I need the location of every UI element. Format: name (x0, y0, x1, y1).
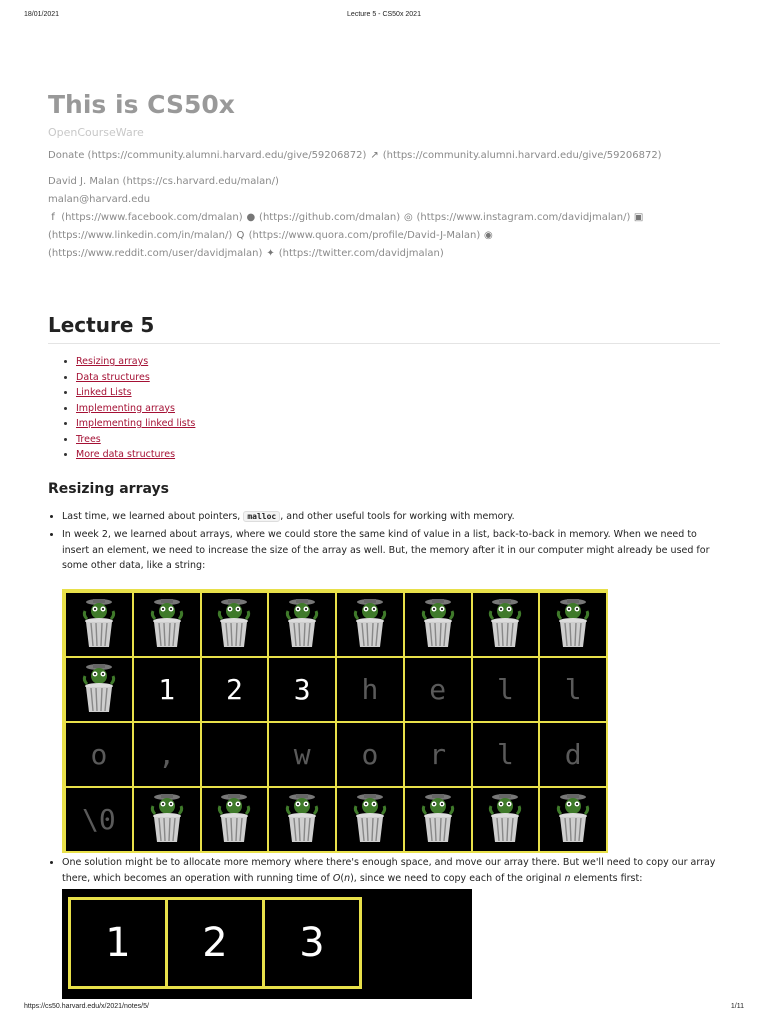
memory-cell-value: o (90, 738, 108, 771)
toc-item (76, 354, 720, 370)
linkedin-icon[interactable]: ▣ (633, 212, 644, 223)
array-copy-cell: 1 (68, 897, 168, 989)
memory-cell-value: e (429, 673, 447, 706)
memory-cell (200, 721, 270, 788)
oscar-trash-can-icon (79, 597, 119, 651)
memory-cell (538, 656, 608, 723)
site-title[interactable]: This is CS50x (48, 90, 235, 119)
github-icon[interactable]: ● (246, 212, 256, 223)
main-content (48, 88, 720, 577)
memory-cell (132, 656, 202, 723)
toc-link-more-data-structures[interactable]: More data structures (76, 449, 176, 460)
memory-cell-garbage (403, 591, 473, 658)
oscar-trash-can-icon (282, 597, 322, 651)
memory-cell-garbage (335, 591, 405, 658)
memory-cell-garbage (64, 656, 134, 723)
author-block (48, 173, 720, 263)
section-bullets (48, 509, 720, 574)
memory-cell-value: 3 (293, 673, 311, 706)
memory-cell-garbage (471, 786, 541, 853)
memory-cell-garbage (335, 786, 405, 853)
malloc-code: malloc (243, 511, 280, 522)
facebook-icon[interactable]: f (51, 212, 55, 223)
donate-external-link[interactable]: (https://community.alumni.harvard.edu/give/59206872) (382, 150, 662, 161)
memory-cell-value: l (564, 673, 582, 706)
print-date: 18/01/2021 (24, 11, 60, 18)
linkedin-link[interactable]: (https://www.linkedin.com/in/malan/) (48, 230, 233, 241)
memory-cell-garbage (538, 786, 608, 853)
memory-cell-garbage (200, 591, 270, 658)
memory-cell-value: w (293, 738, 311, 771)
var-n: n (344, 872, 351, 884)
memory-cell-value (202, 723, 268, 786)
oscar-trash-can-icon (418, 597, 458, 651)
bullet-text: One solution might be to allocate more memory where there's enough space, and move our array there. But we'll need to copy our array there, which becomes an operation with running time of (62, 857, 716, 884)
memory-cell-value: r (429, 738, 447, 771)
oscar-trash-can-icon (282, 792, 322, 846)
reddit-link[interactable]: (https://www.reddit.com/user/davidjmalan) (48, 248, 263, 259)
social-links (48, 209, 720, 263)
array-copy-cell: 2 (165, 897, 265, 989)
memory-cell (64, 786, 134, 853)
oscar-trash-can-icon (147, 792, 187, 846)
instagram-icon[interactable]: ◎ (403, 212, 413, 223)
donate-line (48, 147, 720, 165)
quora-link[interactable]: (https://www.quora.com/profile/David-J-Malan) (248, 230, 481, 241)
toc-item (76, 432, 720, 448)
author-email[interactable]: malan@harvard.edu (48, 194, 151, 205)
memory-cell (267, 656, 337, 723)
oscar-trash-can-icon (214, 597, 254, 651)
print-title: Lecture 5 - CS50x 2021 (347, 11, 421, 18)
toc-item (76, 385, 720, 401)
bullet-pointers (62, 509, 720, 525)
memory-cell (335, 656, 405, 723)
toc-item (76, 447, 720, 463)
memory-cell (471, 721, 541, 788)
oscar-trash-can-icon (350, 597, 390, 651)
memory-cell (403, 721, 473, 788)
memory-cell (403, 656, 473, 723)
bullet-text: ), since we need to copy each of the original (350, 872, 565, 884)
memory-cell-value: 1 (158, 673, 176, 706)
memory-cell (471, 656, 541, 723)
section-bullets-2 (48, 855, 720, 886)
facebook-link[interactable]: (https://www.facebook.com/dmalan) (61, 212, 243, 223)
section-title: Resizing arrays (48, 480, 169, 497)
memory-cell-garbage (471, 591, 541, 658)
memory-cell (267, 721, 337, 788)
toc-item (76, 370, 720, 386)
memory-cell (200, 656, 270, 723)
memory-cell-garbage (200, 786, 270, 853)
memory-cell-garbage (538, 591, 608, 658)
oscar-trash-can-icon (418, 792, 458, 846)
instagram-link[interactable]: (https://www.instagram.com/davidjmalan/) (416, 212, 631, 223)
toc-link-trees[interactable]: Trees (76, 433, 101, 445)
memory-cell-value: l (496, 738, 514, 771)
oscar-trash-can-icon (147, 597, 187, 651)
var-n: n (564, 872, 571, 884)
memory-cell-value: l (496, 673, 514, 706)
github-link[interactable]: (https://github.com/dmalan) (259, 212, 401, 223)
memory-grid (62, 589, 608, 853)
reddit-icon[interactable]: ◉ (484, 230, 493, 241)
external-link-icon[interactable]: ↗ (370, 150, 379, 161)
print-url: https://cs50.harvard.edu/x/2021/notes/5/ (24, 1003, 149, 1010)
memory-cell-value: o (361, 738, 379, 771)
bullet-arrays (62, 527, 720, 574)
quora-icon[interactable]: Q (236, 230, 245, 241)
array-copy-cell: 3 (262, 897, 362, 989)
memory-cell-value: 2 (225, 673, 243, 706)
bullet-text: , and other useful tools for working with memory. (280, 510, 515, 522)
site-subtitle: OpenCourseWare (48, 126, 144, 139)
memory-cell (64, 721, 134, 788)
toc-link-resizing-arrays[interactable]: Resizing arrays (76, 356, 149, 367)
donate-link[interactable]: Donate (https://community.alumni.harvard.edu/give/59206872) (48, 150, 367, 161)
toc-item (76, 401, 720, 417)
twitter-link[interactable]: (https://twitter.com/davidjmalan) (278, 248, 444, 259)
memory-cell (132, 721, 202, 788)
memory-cell-garbage (64, 591, 134, 658)
memory-cell-garbage (267, 786, 337, 853)
bullet-copy-solution: • One solution might be to allocate more memory where there's enough space, and move our array there. But we'll need to copy our array there, which becomes an operation with running time of O(n), since we need to copy each of the original n elements first: (62, 855, 720, 886)
table-of-contents (48, 354, 720, 463)
array-copy-figure (62, 889, 472, 999)
twitter-icon[interactable]: ✦ (266, 248, 275, 259)
big-o: O (332, 872, 341, 884)
toc-link-data-structures[interactable]: Data structures (76, 371, 150, 383)
memory-cell-garbage (132, 786, 202, 853)
author-name[interactable]: David J. Malan (https://cs.harvard.edu/malan/) (48, 176, 279, 187)
memory-cell-garbage (267, 591, 337, 658)
memory-cell-garbage (403, 786, 473, 853)
bullet-text: Last time, we learned about pointers, (62, 510, 244, 522)
section-bullets-continued (48, 855, 720, 889)
toc-item (76, 416, 720, 432)
toc-link-linked-lists[interactable]: Linked Lists (76, 387, 132, 398)
memory-cell (538, 721, 608, 788)
memory-cell-garbage (132, 591, 202, 658)
oscar-trash-can-icon (553, 792, 593, 846)
print-page-number: 1/11 (730, 1003, 744, 1010)
memory-cell-value: d (564, 738, 582, 771)
oscar-trash-can-icon (79, 662, 119, 716)
toc-link-implementing-arrays[interactable]: Implementing arrays (76, 402, 175, 414)
oscar-trash-can-icon (350, 792, 390, 846)
bullet-text: elements first: (570, 872, 643, 884)
oscar-trash-can-icon (485, 597, 525, 651)
lecture-title: Lecture 5 (48, 313, 720, 344)
oscar-trash-can-icon (214, 792, 254, 846)
toc-link-implementing-linked-lists[interactable]: Implementing linked lists (76, 418, 196, 429)
oscar-trash-can-icon (553, 597, 593, 651)
memory-cell-value: , (158, 738, 176, 771)
bullet-text: In week 2, we learned about arrays, where we could store the same kind of value in a list, back-to-back in memory. When we need to insert an element, we need to increase the size of the array as well. But, the memory after it in our computer might already be used for some other data, like a string: (62, 529, 710, 571)
memory-cell-value: \0 (82, 803, 116, 836)
oscar-trash-can-icon (485, 792, 525, 846)
memory-cell (335, 721, 405, 788)
memory-cell-value: h (361, 673, 379, 706)
